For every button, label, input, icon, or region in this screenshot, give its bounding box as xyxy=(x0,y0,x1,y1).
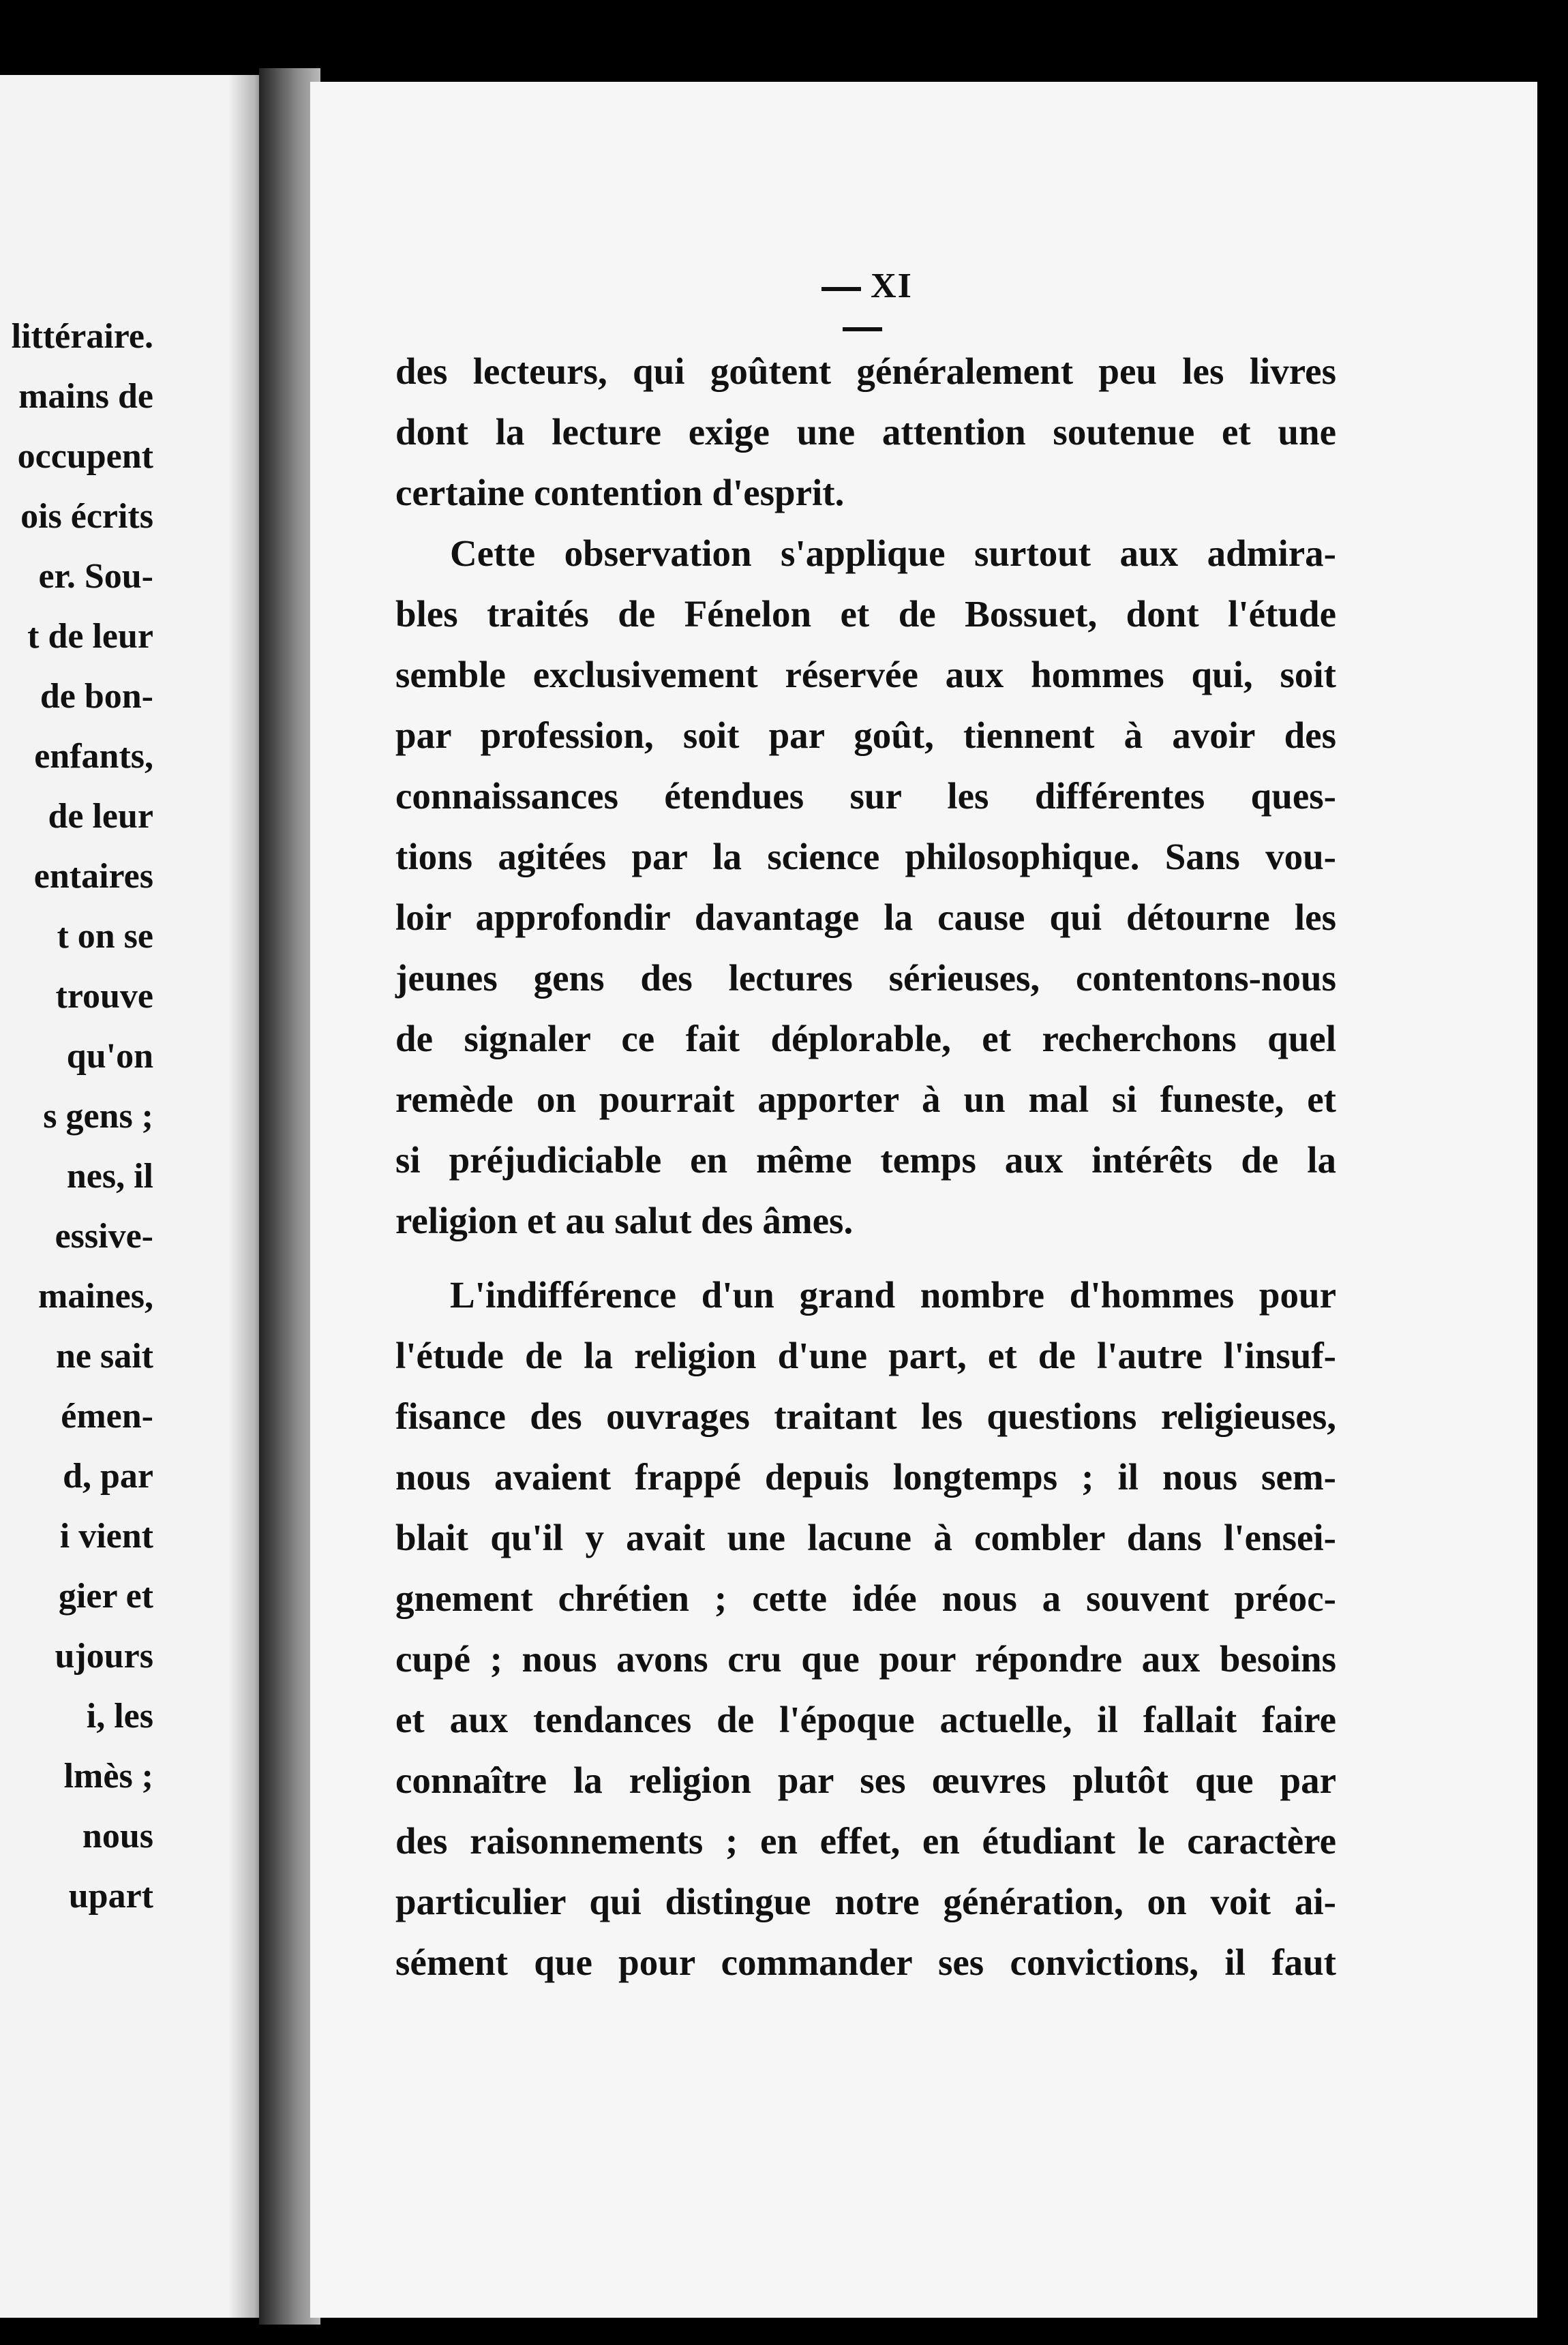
left-line: t on se xyxy=(57,917,153,956)
page-number-dash xyxy=(843,327,882,331)
text-line: de signaler ce fait déplorable, et recherchons quel xyxy=(395,1018,1336,1059)
page-body-text xyxy=(395,341,1336,1993)
left-line: mains de xyxy=(18,377,153,416)
text-line: cupé ; nous avons cru que pour répondre aux besoins xyxy=(395,1638,1336,1680)
left-line: essive- xyxy=(55,1217,153,1256)
left-line: nes, il xyxy=(66,1157,153,1196)
text-line: et aux tendances de l'époque actuelle, il fallait faire xyxy=(395,1699,1336,1740)
left-line: er. Sou- xyxy=(38,557,153,596)
text-line: L'indifférence d'un grand nombre d'hommes pour xyxy=(450,1274,1336,1316)
left-page-text xyxy=(12,307,153,1926)
text-line: par profession, soit par goût, tiennent à avoir des xyxy=(395,714,1336,756)
text-line: l'étude de la religion d'une part, et de l'autre l'insuf- xyxy=(395,1335,1336,1376)
text-line: blait qu'il y avait une lacune à combler dans l'ensei- xyxy=(395,1517,1336,1558)
left-line: s gens ; xyxy=(43,1097,153,1136)
left-line: i, les xyxy=(86,1697,153,1736)
text-line: fisance des ouvrages traitant les questions religieuses, xyxy=(395,1395,1336,1437)
text-line: connaissances étendues sur les différentes ques- xyxy=(395,775,1336,817)
text-line: si préjudiciable en même temps aux intérêts de la xyxy=(395,1139,1336,1181)
text-line: gnement chrétien ; cette idée nous a souvent préoc- xyxy=(395,1577,1336,1619)
page-number-dash xyxy=(821,287,861,291)
left-line: d, par xyxy=(63,1457,153,1496)
left-line: émen- xyxy=(61,1397,153,1436)
left-line: ne sait xyxy=(56,1337,153,1376)
text-line: religion et au salut des âmes. xyxy=(395,1200,854,1241)
text-line: nous avaient frappé depuis longtemps ; il nous sem- xyxy=(395,1456,1336,1498)
text-line: particulier qui distingue notre génération, on voit ai- xyxy=(395,1881,1336,1922)
left-line: upart xyxy=(68,1877,153,1916)
left-line: trouve xyxy=(55,977,153,1016)
text-line: loir approfondir davantage la cause qui détourne les xyxy=(395,896,1336,938)
page-number xyxy=(794,266,931,346)
text-line: des lecteurs, qui goûtent généralement peu les livres xyxy=(395,350,1336,392)
text-line: sément que pour commander ses convictions, il faut xyxy=(395,1941,1336,1983)
left-line: occupent xyxy=(17,437,153,476)
left-line: lmès ; xyxy=(63,1757,153,1796)
left-line: enfants, xyxy=(34,737,153,776)
text-line: des raisonnements ; en effet, en étudiant le caractère xyxy=(395,1820,1336,1862)
left-line: t de leur xyxy=(27,617,153,656)
text-line: semble exclusivement réservée aux hommes qui, soit xyxy=(395,654,1336,695)
left-line: ujours xyxy=(55,1637,153,1676)
left-line: gier et xyxy=(58,1577,153,1616)
text-line: certaine contention d'esprit. xyxy=(395,472,845,513)
left-line: littéraire. xyxy=(11,317,153,356)
left-line: maines, xyxy=(38,1277,153,1316)
text-line: dont la lecture exige une attention soutenue et une xyxy=(395,411,1336,453)
text-line: Cette observation s'applique surtout aux admira- xyxy=(450,532,1336,574)
text-line: jeunes gens des lectures sérieuses, contentons-nous xyxy=(395,957,1336,999)
text-line: remède on pourrait apporter à un mal si funeste, et xyxy=(395,1078,1336,1120)
left-line: nous xyxy=(82,1817,153,1856)
left-line: qu'on xyxy=(66,1037,153,1076)
left-line: de bon- xyxy=(40,677,153,716)
text-line: bles traités de Fénelon et de Bossuet, dont l'étude xyxy=(395,593,1336,635)
text-line: connaître la religion par ses œuvres plutôt que par xyxy=(395,1759,1336,1801)
left-line: ois écrits xyxy=(20,497,153,536)
page-number-value: XI xyxy=(871,267,913,305)
left-line: entaires xyxy=(33,857,153,896)
left-line: i vient xyxy=(59,1517,153,1556)
text-line: tions agitées par la science philosophique. Sans vou- xyxy=(395,836,1336,877)
facing-page-left xyxy=(0,75,276,2318)
left-line: de leur xyxy=(48,797,153,836)
